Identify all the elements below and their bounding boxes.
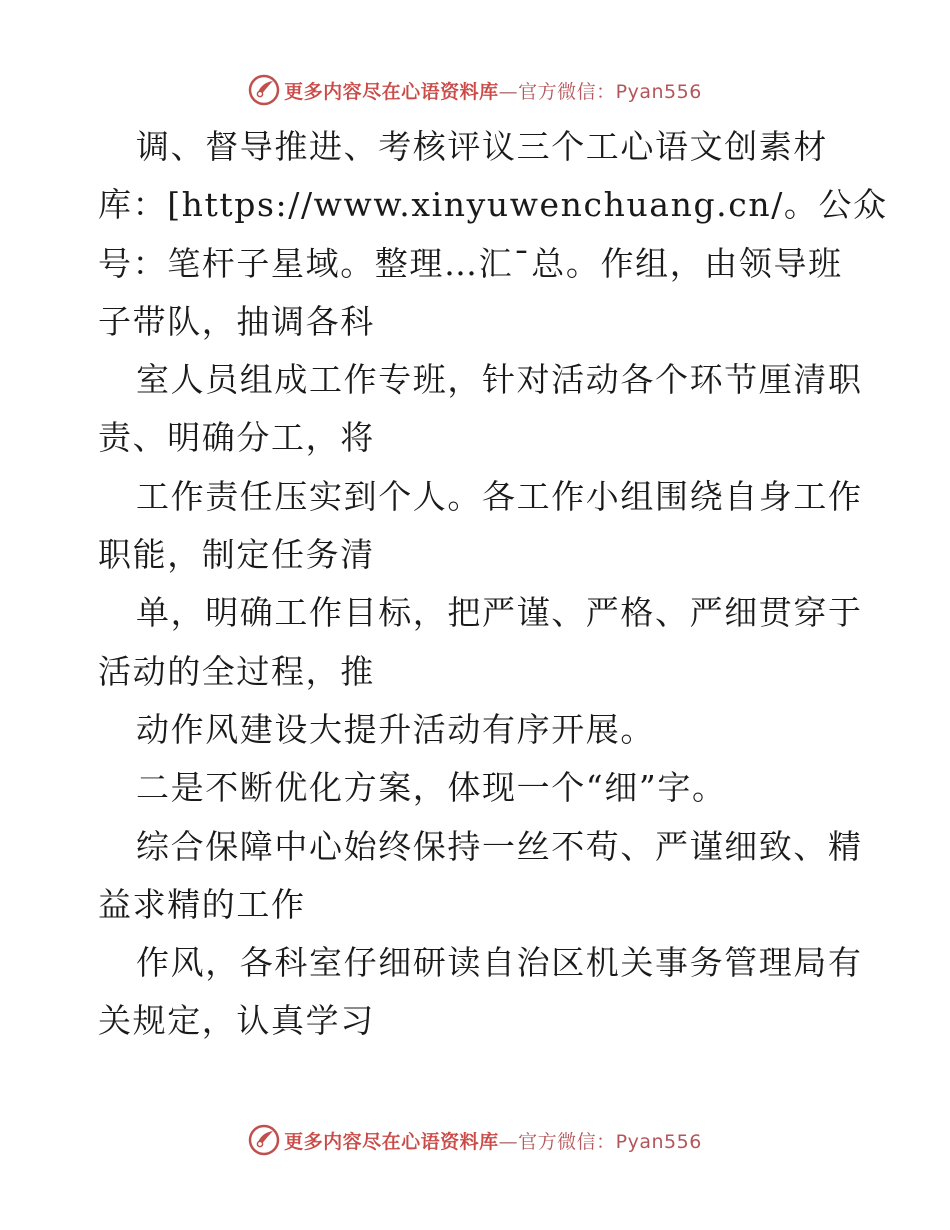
header-banner	[0, 70, 950, 110]
body-line: 调、督导推进、考核评议三个工心语文创素材	[136, 127, 828, 166]
body-line: 室人员组成工作专班，针对活动各个环节厘清职	[136, 360, 863, 400]
brand-logo-icon	[248, 1124, 280, 1156]
body-line: 活动的全过程，推	[98, 651, 375, 691]
footer-banner	[0, 1120, 950, 1160]
footer-site-text: 更多内容尽在心语资料库	[284, 1130, 499, 1153]
footer-banner-text	[284, 1127, 702, 1154]
header-separator: —	[498, 80, 519, 103]
body-line: 作风，各科室仔细研读自治区机关事务管理局有	[136, 943, 863, 983]
body-line: 动作风建设大提升活动有序开展。	[136, 709, 655, 749]
header-banner-text	[284, 77, 702, 104]
body-line: 二是不断优化方案，体现一个“细”字。	[136, 768, 727, 808]
footer-wechat-text: 官方微信：Pyan556	[518, 1130, 702, 1153]
body-line: 益求精的工作	[98, 884, 306, 924]
body-line: 综合保障中心始终保持一丝不苟、严谨细致、精	[136, 826, 863, 866]
body-line: 职能，制定任务清	[98, 535, 375, 575]
header-site-text: 更多内容尽在心语资料库	[284, 80, 499, 103]
body-line: 工作责任压实到个人。各工作小组围绕自身工作	[136, 476, 863, 516]
body-line: 库：[https://www.xinyuwenchuang.cn/。公众	[98, 185, 888, 225]
brand-logo-icon	[248, 74, 280, 106]
body-line: 号：笔杆子星域。整理…汇¯总。作组，由领导班	[98, 243, 843, 283]
body-line: 子带队，抽调各科	[98, 301, 375, 341]
body-line: 责、明确分工，将	[98, 418, 375, 458]
footer-separator: —	[498, 1130, 519, 1153]
document-body	[98, 118, 888, 1051]
header-wechat-text: 官方微信：Pyan556	[518, 80, 702, 103]
body-line: 关规定，认真学习	[98, 1001, 375, 1041]
body-line: 单，明确工作目标，把严谨、严格、严细贯穿于	[136, 593, 863, 633]
